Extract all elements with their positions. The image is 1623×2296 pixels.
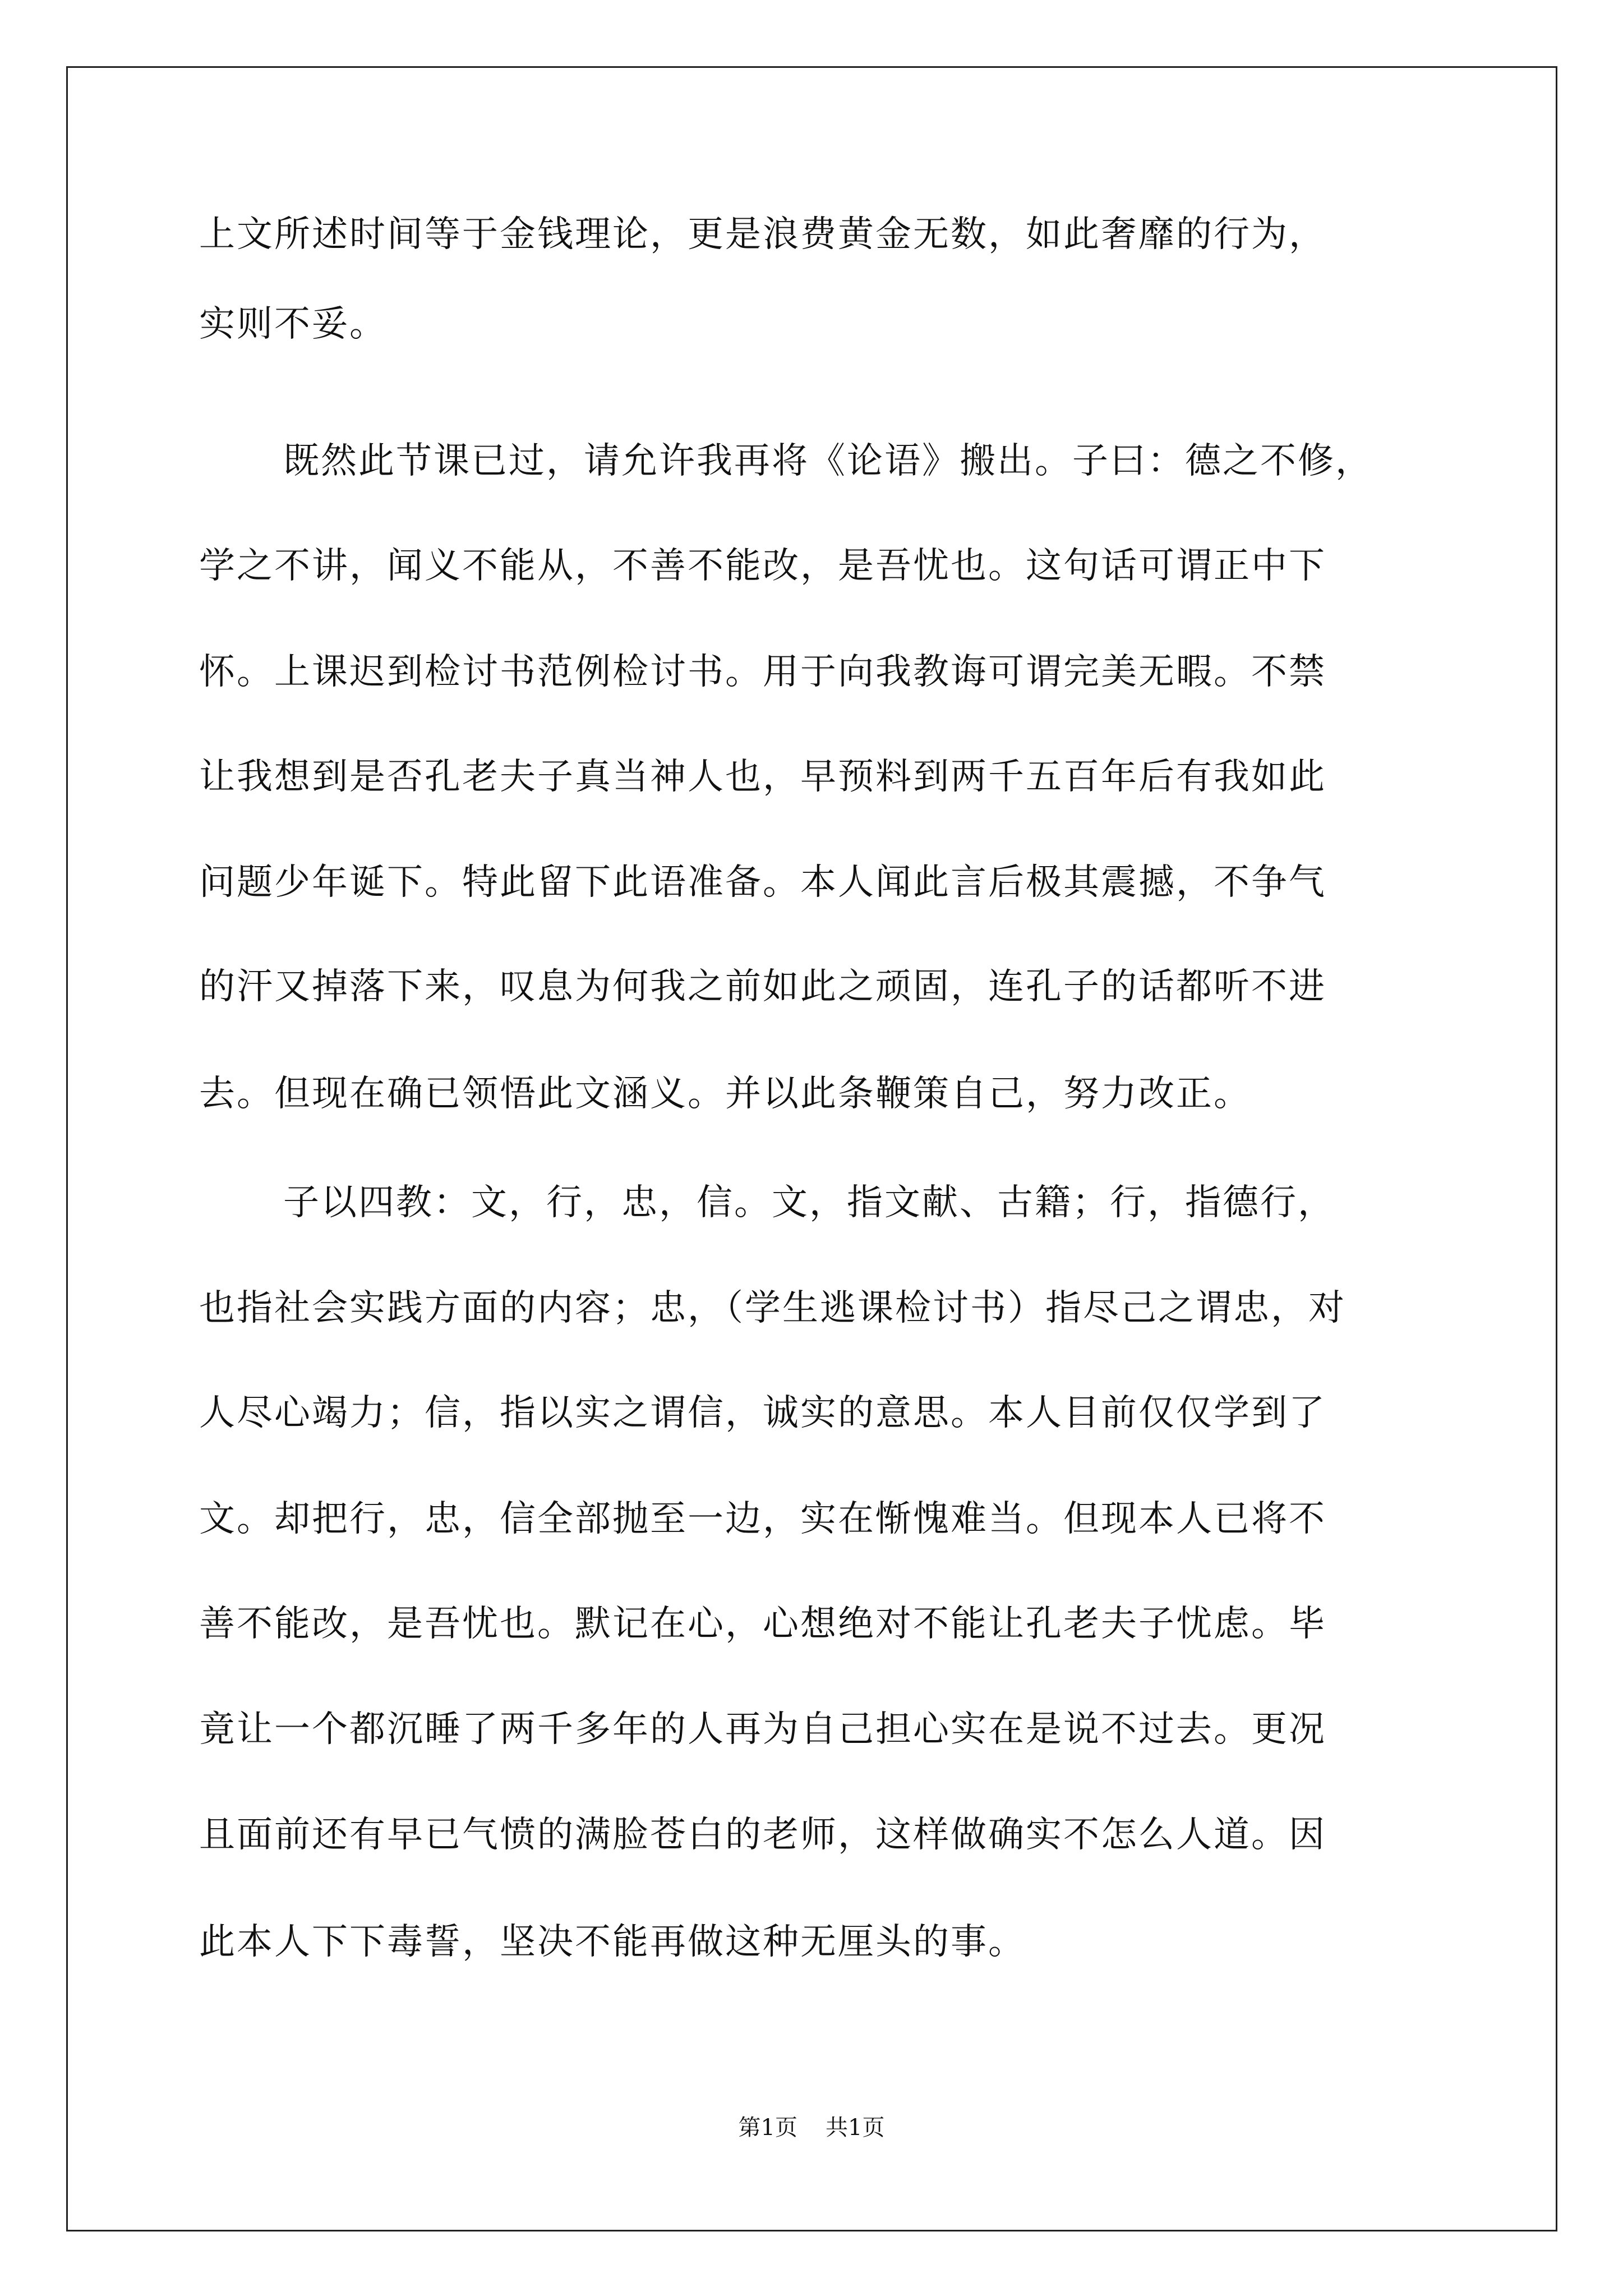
page-border [66,66,1557,2231]
text-line: 且面前还有早已气愤的满脸苍白的老师，这样做确实不怎么人道。因 [199,1814,1326,1856]
text-line: 实则不妥。 [199,303,387,345]
text-line: 怀。上课迟到检讨书范例检讨书。用于向我教诲可谓完美无暇。不禁 [199,651,1326,693]
text-line: 竟让一个都沉睡了两千多年的人再为自己担心实在是说不过去。更况 [199,1709,1326,1750]
text-line: 子以四教：文，行，忠，信。文，指文献、古籍；行，指德行， [283,1182,1335,1223]
text-line: 去。但现在确已领悟此文涵义。并以此条鞭策自己，努力改正。 [199,1073,1251,1115]
text-line: 的汗又掉落下来，叹息为何我之前如此之顽固，连孔子的话都听不进 [199,966,1326,1007]
page-footer [0,2116,1623,2139]
text-line: 让我想到是否孔老夫子真当神人也，早预料到两千五百年后有我如此 [199,756,1326,798]
page-total: 共1页 [826,2115,885,2141]
page-number: 第1页 [738,2115,797,2141]
text-line: 也指社会实践方面的内容；忠，（学生逃课检讨书）指尽己之谓忠，对 [199,1287,1346,1329]
text-line: 既然此节课已过，请允许我再将《论语》搬出。子曰：德之不修， [283,440,1373,482]
text-line: 善不能改，是吾忧也。默记在心，心想绝对不能让孔老夫子忧虑。毕 [199,1603,1326,1645]
text-line: 文。却把行，忠，信全部抛至一边，实在惭愧难当。但现本人已将不 [199,1498,1326,1540]
text-line: 问题少年诞下。特此留下此语准备。本人闻此言后极其震撼，不争气 [199,862,1326,903]
text-line: 上文所述时间等于金钱理论，更是浪费黄金无数，如此奢靡的行为， [199,214,1326,255]
text-line: 学之不讲，闻义不能从，不善不能改，是吾忧也。这句话可谓正中下 [199,545,1326,587]
text-line: 此本人下下毒誓，坚决不能再做这种无厘头的事。 [199,1921,1026,1963]
text-line: 人尽心竭力；信，指以实之谓信，诚实的意思。本人目前仅仅学到了 [199,1392,1326,1434]
